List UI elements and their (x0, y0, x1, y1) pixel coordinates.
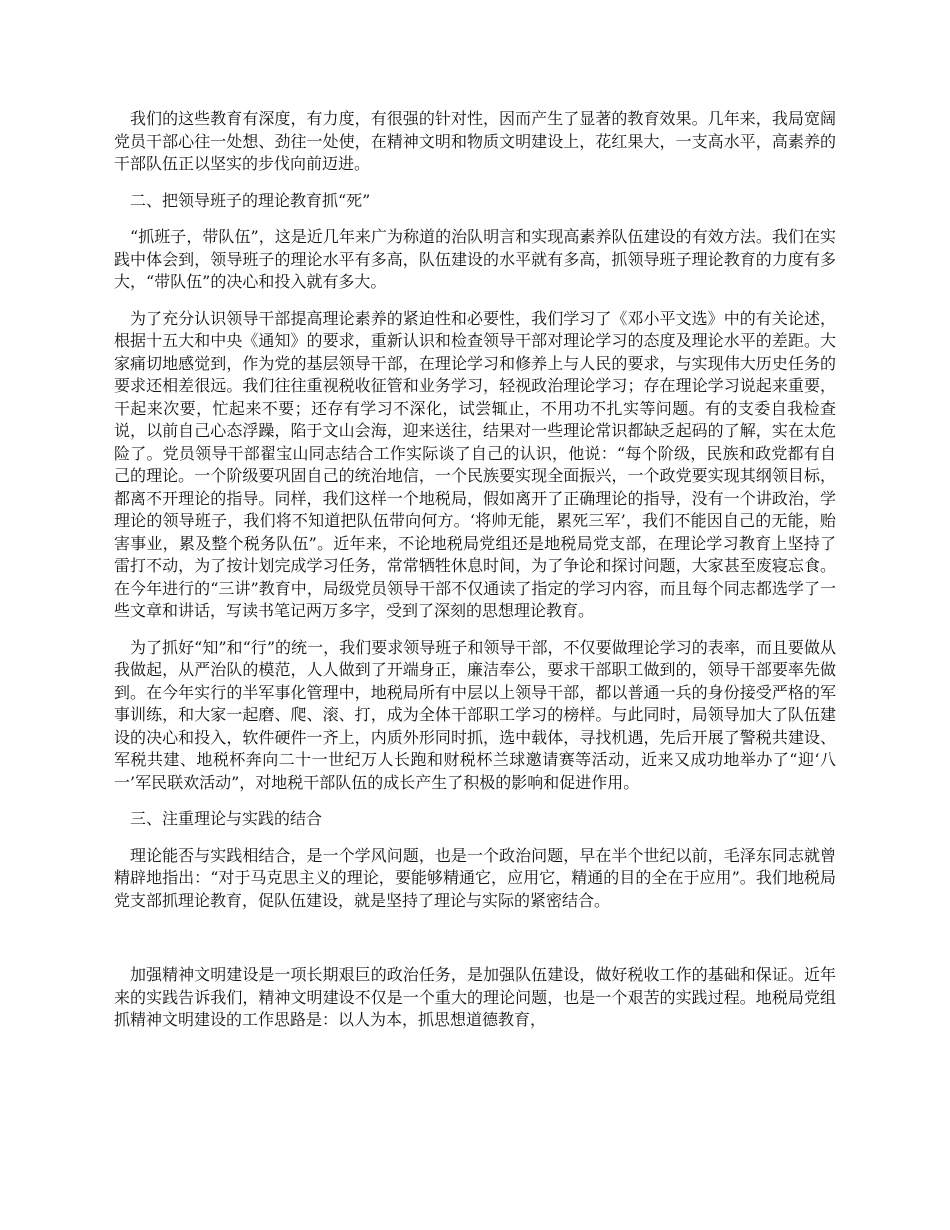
blank-gap (114, 912, 836, 964)
paragraph-education-effect: 我们的这些教育有深度，有力度，有很强的针对性，因而产生了显著的教育效果。几年来，我局宽阔党员干部心往一处想、劲往一处使，在精神文明和物质文明建设上，花红果大，一支高水平，高素养的干部队伍正以坚实的步伐向前迈进。 (114, 109, 836, 173)
paragraph-grasp-team: “抓班子，带队伍”，这是近几年来广为称道的治队明言和实现高素养队伍建设的有效方法。我们在实践中体会到，领导班子的理论水平有多高，队伍建设的水平就有多高，抓领导班子理论教育的力度有多大，“带队伍”的决心和投入就有多大。 (114, 227, 836, 291)
document-page (114, 108, 836, 1032)
paragraph-spiritual-civilization: 加强精神文明建设是一项长期艰巨的政治任务，是加强队伍建设，做好税收工作的基础和保证。近年来的实践告诉我们，精神文明建设不仅是一个重大的理论问题，也是一个艰苦的实践过程。地税局党组抓精神文明建设的工作思路是：以人为本，抓思想道德教育， (114, 965, 836, 1029)
section-heading-theory-practice: 三、注重理论与实践的结合 (130, 809, 323, 828)
section-heading-leadership: 二、把领导班子的理论教育抓“死” (130, 190, 371, 210)
paragraph-theory-study: 为了充分认识领导干部提高理论素养的紧迫性和必要性，我们学习了《邓小平文选》中的有关论述，根据十五大和中央《通知》的要求，重新认识和检查领导干部对理论学习的态度及理论水平的差距。大家痛切地感觉到，作为党的基层领导干部，在理论学习和修养上与人民的要求，与实现伟大历史任务的要求还相差很远。我们往往重视税收征管和业务学习，轻视政治理论学习；存在理论学习说起来重要，干起来次要，忙起来不要；还存有学习不深化，试尝辄止，不用功不扎实等问题。有的支委自我检查说，以前自己心态浮躁，陷于文山会海，迎来送往，结果对一些理论常识都缺乏起码的了解，实在太危险了。党员领导干部翟宝山同志结合工作实际谈了自己的认识，他说：“每个阶级，民族和政党都有自己的理论。一个阶级要巩固自己的统治地信，一个民族要实现全面振兴，一个政党要实现其纲领目标，都离不开理论的指导。同样，我们这样一个地税局，假如离开了正确理论的指导，没有一个讲政治，学理论的领导班子，我们将不知道把队伍带向何方。‘将帅无能，累死三军’，我们不能因自己的无能，贻害事业，累及整个税务队伍”。近年来，不论地税局党组还是地税局党支部，在理论学习教育上坚持了雷打不动，为了按计划完成学习任务，常常牺牲休息时间，为了争论和探讨问题，大家甚至废寝忘食。在今年进行的“三讲”教育中，局级党员领导干部不仅通读了指定的学习内容，而且每个同志都选学了一些文章和讲话，写读书笔记两万多字，受到了深刻的思想理论教育。 (114, 308, 836, 620)
paragraph-theory-practice: 理论能否与实践相结合，是一个学风问题，也是一个政治问题，早在半个世纪以前，毛泽东同志就曾精辟地指出：“对于马克思主义的理论，要能够精通它，应用它，精通的目的全在于应用”。我们地税局党支部抓理论教育，促队伍建设，就是坚持了理论与实际的紧密结合。 (114, 845, 836, 910)
paragraph-knowledge-action: 为了抓好“知”和“行”的统一，我们要求领导班子和领导干部，不仅要做理论学习的表率，而且要做从我做起，从严治队的模范，人人做到了开端身正，廉洁奉公，要求干部职工做到的，领导干部要率先做到。在今年实行的半军事化管理中，地税局所有中层以上领导干部，都以普通一兵的身份接受严格的军事训练，和大家一起磨、爬、滚、打，成为全体干部职工学习的榜样。与此同时，局领导加大了队伍建设的决心和投入，软件硬件一齐上，内质外形同时抓，选中载体，寻找机遇，先后开展了警税共建设、军税共建、地税杯奔向二十一世纪万人长跑和财税杯兰球邀请赛等活动，近来又成功地举办了“迎‘八一’军民联欢活动”，对地税干部队伍的成长产生了积极的影响和促进作用。 (114, 637, 836, 792)
